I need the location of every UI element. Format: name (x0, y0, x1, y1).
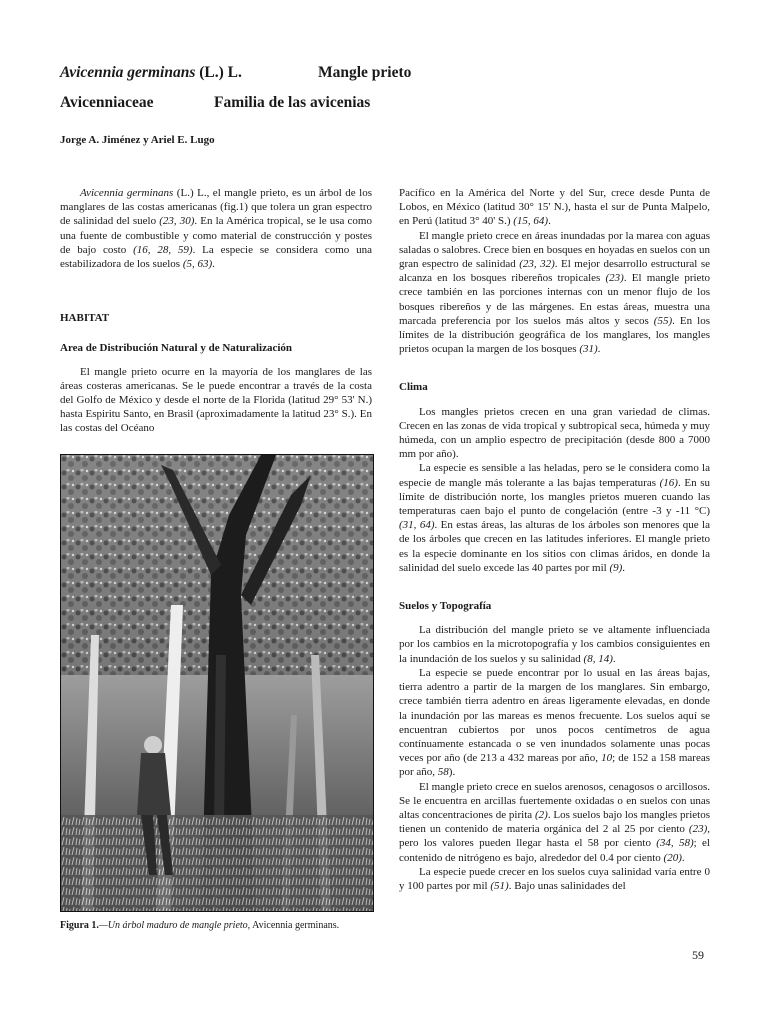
text: ; de 152 a 158 mareas por año, (399, 752, 711, 779)
page-number: 59 (692, 948, 704, 962)
distribution-heading: Area de Distribución Natural y de Naturalización (60, 342, 293, 355)
text: . El mangle prieto crece también en las porciones internas con un menor flujo de los bosques ribereños y de las márgenes. En estas áreas, muestra una marcada preferencia por los suelos más altos y secos (399, 272, 710, 327)
habitat-heading: HABITAT (60, 312, 110, 325)
suelos-heading: Suelos y Topografía (399, 600, 492, 613)
text: Pacífico en la América del Norte y del Sur, crece desde Punta de Lobos, en México (latitud 30° 15' N.), hasta el sur de Punta Malpelo, en Perú (latitud 3° 40' S.) (399, 187, 710, 228)
text: La especie es sensible a las heladas, pero se le considera como la especie de mangle más tolerante a las bajas temperaturas (399, 462, 710, 489)
text: La distribución del mangle prieto se ve altamente influenciada por los cambios en la microtopografía y los cambios consiguientes en la inundación de los suelos y su salinidad (399, 624, 710, 665)
authors: Jorge A. Jiménez y Ariel E. Lugo (60, 134, 215, 146)
citation: (15, 64) (513, 215, 549, 228)
text: . Los suelos bajo los mangles prietos tienen un contenido de materia orgánica del 2 al 25 por ciento (399, 808, 710, 836)
paragraph (399, 865, 710, 893)
text: . La especie se considera como una estabilizadora de los suelos (60, 243, 372, 271)
text: El mangle prieto crece en suelos arenosos, cenagosos o arcillosos. Se le encuentra en arcillas fuertemente oxidadas o en suelos con unas altas concentraciones de pirita (399, 780, 710, 821)
text: . El mejor desarrollo estructural se alcanza en los bosques ribereños tropicales (399, 258, 710, 285)
text: ; el contenido de nitrógeno es bajo, alrededor del 0.4 por ciento (399, 837, 710, 864)
text: La especie se puede encontrar por lo usual en las áreas bajas, tierra adentro a partir de la margen de los manglares. Sin embargo, crece también tierra adentro en áreas ligeramente elevadas, en donde la inundación por las mareas es menos frecuente. Los suelos aquí se encuentran cubiertos por unos pocos centímetros de agua contínuamente estancada o se ven inundados solamente unas pocas veces por año (de 213 a 432 mareas por año, (399, 666, 710, 765)
text: . (612, 652, 616, 665)
text: ). (448, 766, 456, 779)
text: (L.) L., el mangle prieto, es un árbol de los manglares de las costas americanas (fig.1) que tolera un gran espectro de salinidad del suelo (60, 187, 372, 228)
figure-caption (60, 920, 390, 931)
species-author: (L.) L. (195, 64, 242, 81)
citation: (34, 58) (656, 837, 694, 850)
paragraph: Los mangles prietos crecen en una gran variedad de climas. Crecen en las zonas de vida tropical y subtropical seca, húmeda y muy húmeda, con un amplio espectro de precipitación (desde 800 a 7000 mm por año). (399, 405, 710, 461)
citation: (5, 63) (182, 258, 213, 271)
habitat-paragraph: El mangle prieto ocurre en la mayoría de los manglares de las áreas costeras americanas. Se le puede encontrar a través de la costa del Golfo de México y desde el norte de la Florida (latitud 29° 53' N.) hasta Espiritu Santo, en Brasil (aproximadamente la latitud 23° S.). En las costas del Océano (60, 365, 372, 435)
text: , pero los valores pueden llegar hasta el 58 por ciento (399, 823, 710, 850)
caption-species: Avicennia germinans. (250, 920, 340, 931)
common-name: Mangle prieto (318, 64, 412, 81)
family-name-es: Familia de las avicenias (214, 94, 371, 111)
text: . (622, 561, 626, 574)
citation: 10 (601, 752, 613, 765)
citation: (55) (653, 314, 673, 327)
species-name: Avicennia germinans (60, 64, 196, 81)
citation: (31, 64) (399, 519, 435, 532)
clima-heading: Clima (399, 381, 428, 394)
text: . En la América tropical, se le usa como una fuente de combustible y como material de construcción y postes de bajo costo (60, 215, 372, 256)
citation: (23, 30) (159, 215, 195, 228)
paragraph (399, 623, 710, 666)
text: . (548, 215, 551, 228)
text: . (597, 343, 601, 356)
citation: (2) (534, 808, 548, 821)
mangrove-tree-photo (60, 454, 374, 912)
citation: (23) (688, 823, 708, 836)
citation: (23, 32) (519, 258, 555, 271)
citation: (16, 28, 59) (133, 243, 193, 256)
paragraph (399, 666, 710, 780)
text: . En estas áreas, las alturas de los árboles son menores que la de los árboles que crecen en las latitudes inferiores. El mangle prieto es la especie dominante en los sitios con climas áridos, en donde la salinidad del suelo excede las 40 partes por mil (399, 519, 711, 574)
text: . (681, 851, 685, 864)
text: . Bajo unas salinidades del (508, 879, 626, 892)
text: . En su límite de distribución norte, los mangles prietos mueren cuando las temperaturas caen bajo el punto de congelación (entre -3 y -11 °C) (399, 476, 710, 518)
text: . (212, 258, 215, 271)
intro-paragraph (60, 186, 372, 271)
citation: (20) (663, 851, 682, 864)
paragraph (399, 186, 710, 229)
citation: (9) (609, 561, 623, 574)
right-column (399, 186, 710, 893)
text: El mangle prieto crece en áreas inundadas por la marea con aguas saladas o salobres. Crece bien en bosques en hoyadas en suelos con un gran espectro de salinidad (399, 229, 710, 271)
text: . En los límites de la distribución geográfica de los manglares, los mangles prietos ocupan la margen de los bosques (399, 314, 710, 356)
citation: (16) (659, 476, 678, 489)
family-name: Avicenniaceae (60, 94, 154, 111)
intro-species: Avicennia germinans (80, 187, 174, 199)
species-title (60, 64, 242, 82)
paragraph (399, 461, 710, 575)
citation: (23) (605, 272, 624, 285)
citation: (31) (579, 343, 598, 356)
caption-text: —Un árbol maduro de mangle prieto, (98, 920, 251, 931)
text: La especie puede crecer en los suelos cuya salinidad varía entre 0 y 100 partes por mil (399, 865, 710, 892)
tree-photo-illustration (61, 455, 373, 911)
citation: (8, 14) (583, 652, 613, 665)
paragraph (399, 780, 710, 865)
citation: (51) (490, 879, 509, 892)
paragraph (399, 229, 710, 357)
citation: 58 (437, 766, 449, 779)
figure-label: Figura 1. (60, 920, 99, 931)
left-column (60, 186, 372, 436)
